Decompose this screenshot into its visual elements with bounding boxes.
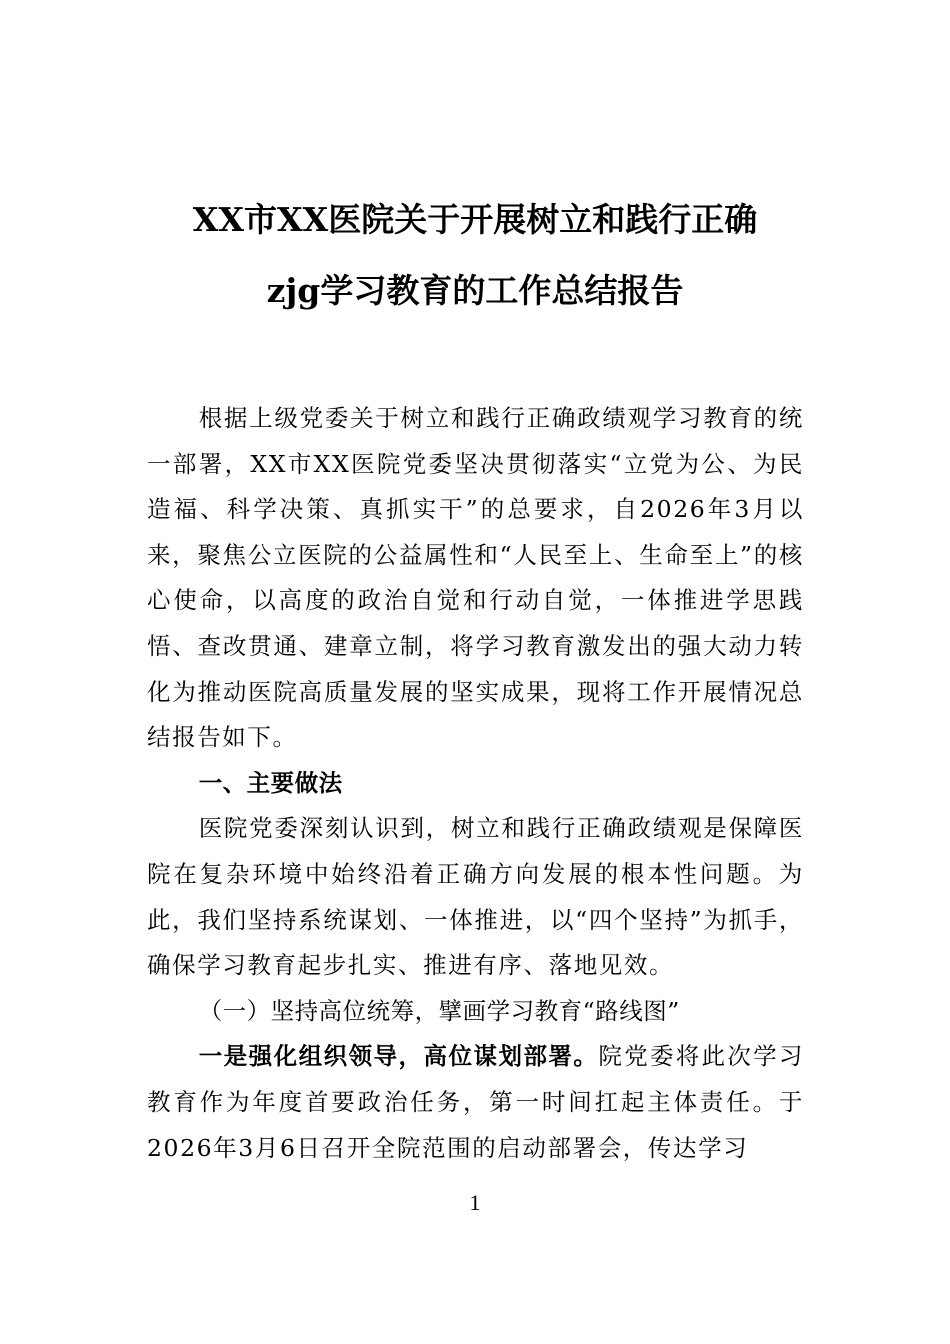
document-title-line-1: XX市XX医院关于开展树立和践行正确: [192, 200, 758, 239]
point-1-text: 院党委将此次学习教育作为年度首要政治任务，第一时间扛起主体责任。于2026年3月6日召开全院范围的启动部署会，传达学习: [147, 1042, 804, 1162]
document-body: [147, 396, 804, 1171]
intro-paragraph: 根据上级党委关于树立和践行正确政绩观学习教育的统一部署，XX市XX医院党委坚决贯彻落实“立党为公、为民造福、科学决策、真抓实干”的总要求，自2026年3月以来，聚焦公立医院的公益属性和“人民至上、生命至上”的核心使命，以高度的政治自觉和行动自觉，一体推进学思践悟、查改贯通、建章立制，将学习教育激发出的强大动力转化为推动医院高质量发展的坚实成果，现将工作开展情况总结报告如下。: [147, 404, 804, 752]
point-1-paragraph: [147, 1034, 804, 1171]
section-1-paragraph: 医院党委深刻认识到，树立和践行正确政绩观是保障医院在复杂环境中始终沿着正确方向发展的根本性问题。为此，我们坚持系统谋划、一体推进，以“四个坚持”为抓手，确保学习教育起步扎实、推进有序、落地见效。: [147, 814, 804, 980]
section-heading-main-practices: 一、主要做法: [198, 768, 343, 797]
subsection-1-heading: （一）坚持高位统筹，擘画学习教育“路线图”: [198, 996, 680, 1025]
point-1-lead: 一是强化组织领导，高位谋划部署。: [198, 1042, 599, 1071]
document-title-line-2: zjg学习教育的工作总结报告: [266, 271, 684, 310]
page-number: 1: [469, 1190, 481, 1215]
